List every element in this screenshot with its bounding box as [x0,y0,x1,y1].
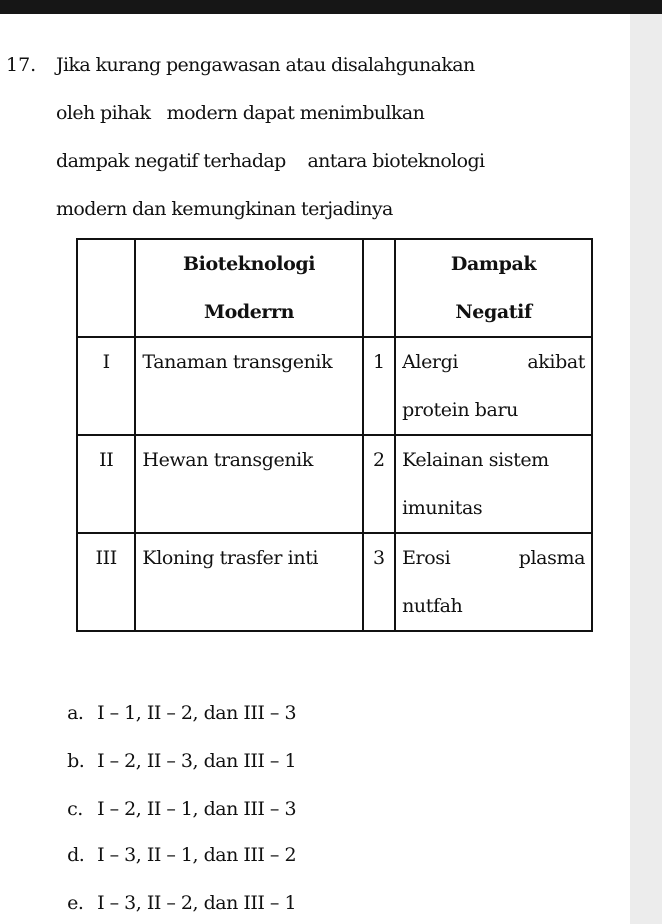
header-empty-cell [363,239,395,337]
option-letter: c. [67,798,83,820]
table-row [77,533,592,631]
header-right-line-1: Dampak [450,253,537,275]
header-right [395,239,592,337]
row-biotech: Hewan transgenik [135,435,362,533]
option-letter: b. [67,750,85,772]
question-line-3: dampak negatif terhadap antara bioteknologi [56,150,485,172]
answer-option-e[interactable] [56,870,296,914]
option-letter: a. [67,702,84,724]
row-roman: I [77,337,135,435]
answer-option-a[interactable] [56,680,296,724]
option-text: I – 2, II – 3, dan III – 1 [97,750,297,772]
option-text: I – 3, II – 1, dan III – 2 [97,844,297,866]
row-biotech: Tanaman transgenik [135,337,362,435]
answer-option-c[interactable] [56,776,296,820]
header-left-line-2: Moderrn [203,301,295,323]
row-impact: Kelainan sistem imunitas [395,435,592,533]
row-impact: Erosi plasma nutfah [395,533,592,631]
option-letter: e. [67,892,84,914]
question-line-4: modern dan kemungkinan terjadinya [56,198,393,220]
table-header-row [77,239,592,337]
row-number: 3 [363,533,395,631]
question-line-2: oleh pihak modern dapat menimbulkan [56,102,425,124]
row-roman: II [77,435,135,533]
row-biotech: Kloning trasfer inti [135,533,362,631]
row-roman: III [77,533,135,631]
row-number: 2 [363,435,395,533]
header-left [135,239,362,337]
matching-table [76,238,593,632]
header-right-line-2: Negatif [455,301,532,323]
window-top-bar [0,0,662,14]
header-left-line-1: Bioteknologi [182,253,316,275]
row-impact: Alergi akibat protein baru [395,337,592,435]
answer-option-b[interactable] [56,728,296,772]
option-text: I – 2, II – 1, dan III – 3 [97,798,297,820]
table-row [77,337,592,435]
row-number: 1 [363,337,395,435]
table-row [77,435,592,533]
option-text: I – 3, II – 2, dan III – 1 [97,892,297,914]
question-line-1: Jika kurang pengawasan atau disalahgunakan [56,54,475,76]
question-number: 17. [6,54,37,76]
answer-option-d[interactable] [56,822,296,866]
option-letter: d. [67,844,85,866]
header-empty-cell [77,239,135,337]
option-text: I – 1, II – 2, dan III – 3 [97,702,297,724]
